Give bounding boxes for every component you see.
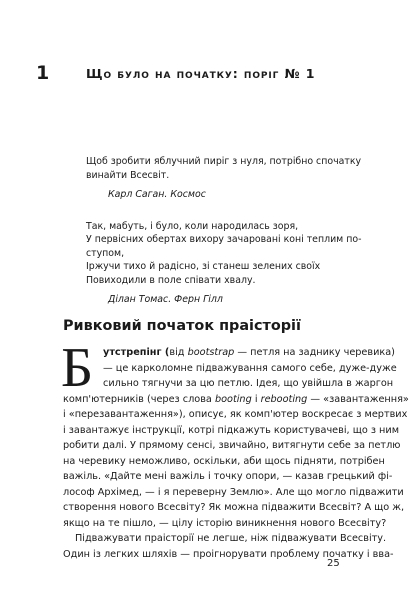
body-line: Один із легких шляхів — проігнорувати проблему початку і вва- bbox=[63, 548, 394, 560]
italic-term: bootstrap bbox=[187, 347, 235, 358]
epigraph-line: винайти Всесвіт. bbox=[86, 169, 170, 181]
body-line: і завантажує інструкції, котрі підкажуть користувачеві, що з ним bbox=[63, 424, 399, 436]
body-line: — це карколомне підважування самого себе, дуже-дуже bbox=[103, 362, 397, 374]
body-line bbox=[63, 345, 395, 361]
text-run: від bbox=[169, 347, 188, 358]
body-text bbox=[61, 337, 409, 562]
italic-term: rebooting bbox=[260, 393, 308, 405]
chapter-title: Що було на початку: поріг № 1 bbox=[86, 66, 316, 81]
epigraph-line: Щоб зробити яблучний пиріг з нуля, потрібно спочатку bbox=[86, 156, 362, 167]
epigraphs bbox=[86, 155, 386, 307]
text-run: — «завантаження» bbox=[307, 393, 409, 405]
body-line: сильно тягнучи за цю петлю. Ідея, що увійшла в жаргон bbox=[103, 378, 394, 389]
body-line: робити далі. У прямому сенсі, звичайно, витягнути себе за петлю bbox=[63, 440, 401, 451]
epigraph-line: Іржучи тихо й радісно, зі станеш зелених своїх bbox=[86, 261, 321, 272]
body-line bbox=[63, 392, 409, 408]
body-line: лософ Архімед, — і я переверну Землю». Але що могло підважити bbox=[63, 486, 404, 498]
epigraph-line: ступом, bbox=[86, 247, 125, 259]
bold-term: утстрепінг ( bbox=[103, 347, 170, 358]
epigraph-thomas bbox=[86, 220, 386, 307]
body-line: і «перезавантаження»), описує, як комп'ютер воскресає з мертвих bbox=[63, 409, 408, 420]
epigraph-line: У первісних обертах вихору зачаровані коні теплим по- bbox=[86, 234, 362, 245]
drop-cap: Б bbox=[61, 337, 94, 399]
page-number: 25 bbox=[327, 558, 340, 569]
section-heading: Ривковий початок праісторії bbox=[63, 318, 301, 334]
body-line: якщо на те пішло, — цілу історію виникнення нового Всесвіту? bbox=[63, 517, 387, 529]
text-run: комп'ютерників (через слова bbox=[63, 393, 215, 405]
text-run: — петля на заднику черевика) bbox=[234, 347, 395, 358]
body-line: важіль. «Дайте мені важіль і точку опори, — казав грецький фі- bbox=[63, 471, 393, 482]
epigraph-attribution: Карл Саган. Космос bbox=[108, 189, 206, 200]
italic-term: booting bbox=[214, 393, 252, 405]
body-line: створення нового Всесвіту? Як можна підважити Всесвіт? А що ж, bbox=[63, 502, 405, 513]
epigraph-attribution: Ділан Томас. Ферн Гілл bbox=[108, 294, 223, 305]
epigraph-line: Повиходили в поле співати хвалу. bbox=[86, 274, 256, 286]
epigraph-line: Так, мабуть, і було, коли народилась зоря, bbox=[86, 220, 299, 232]
body-line: Підважувати праісторії не легше, ніж підважувати Всесвіту. bbox=[75, 533, 387, 544]
body-line: на черевику неможливо, оскільки, аби щось підняти, потрібен bbox=[63, 455, 385, 467]
chapter-number: 1 bbox=[36, 62, 50, 84]
epigraph-sagan bbox=[86, 155, 386, 202]
text-run: і bbox=[251, 393, 261, 405]
